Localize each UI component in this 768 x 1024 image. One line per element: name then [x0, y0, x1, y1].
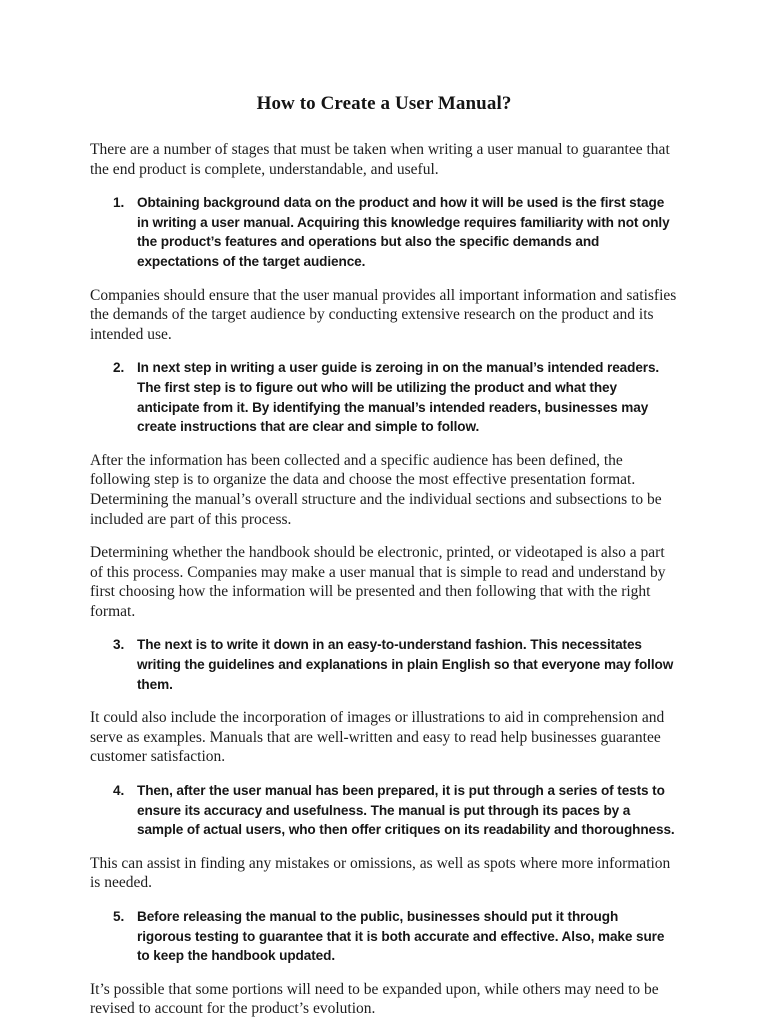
document-title: How to Create a User Manual? [256, 93, 512, 114]
paragraph: It could also include the incorporation of images or illustrations to aid in comprehension and serve as examples. Manuals that are well-written and easy to read help businesses guarantee customer satisfaction. [90, 709, 665, 766]
list-item-number: 3. [113, 637, 125, 653]
paragraph: Companies should ensure that the user manual provides all important information and satisfies the demands of the target audience by conducting extensive research on the product and its intended use. [90, 286, 677, 343]
list-item [113, 635, 678, 694]
list-item-number: 1. [113, 195, 125, 211]
list-item [113, 781, 678, 840]
list-item-text: Then, after the user manual has been prepared, it is put through a series of tests to ensure its accuracy and usefulness. The manual is put through its paces by a sample of actual users, who then offer critiques on its readability and thoroughness. [137, 783, 675, 838]
list-item-text: Before releasing the manual to the public, businesses should put it through rigorous testing to guarantee that it is both accurate and effective. Also, make sure to keep the handbook updated. [137, 909, 665, 964]
paragraph: Determining whether the handbook should be electronic, printed, or videotaped is also a part of this process. Companies may make a user manual that is simple to read and understand by first choosing how the information will be presented and then following that with the right format. [90, 544, 666, 620]
list-item [113, 193, 678, 271]
list-item-text: Obtaining background data on the product and how it will be used is the first stage in writing a user manual. Acquiring this knowledge requires familiarity with not only the product’s features and operations but also the specific demands and expectations of the target audience. [137, 195, 670, 269]
paragraph: After the information has been collected and a specific audience has been defined, the following step is to organize the data and choose the most effective presentation format. Determining the manual’s overall structure and the individual sections and subsections to be included are part of this process. [90, 451, 662, 528]
list-item-text: In next step in writing a user guide is zeroing in on the manual’s intended readers. The first step is to figure out who will be utilizing the product and what they anticipate from it. By identifying the manual’s intended readers, businesses may create instructions that are clear and simple to follow. [137, 360, 660, 435]
list-item-number: 5. [113, 909, 125, 924]
paragraph: There are a number of stages that must be taken when writing a user manual to guarantee that the end product is complete, understandable, and useful. [90, 141, 670, 178]
list-item [113, 907, 678, 966]
list-item-number: 2. [113, 360, 125, 376]
list-item [113, 358, 678, 436]
paragraph: It’s possible that some portions will need to be expanded upon, while others may need to be revised to account for the product’s evolution. [90, 980, 659, 1018]
list-item-number: 4. [113, 783, 125, 799]
paragraph: This can assist in finding any mistakes or omissions, as well as spots where more information is needed. [90, 854, 671, 892]
list-item-text: The next is to write it down in an easy-to-understand fashion. This necessitates writing the guidelines and explanations in plain English so that everyone may follow them. [137, 637, 674, 692]
